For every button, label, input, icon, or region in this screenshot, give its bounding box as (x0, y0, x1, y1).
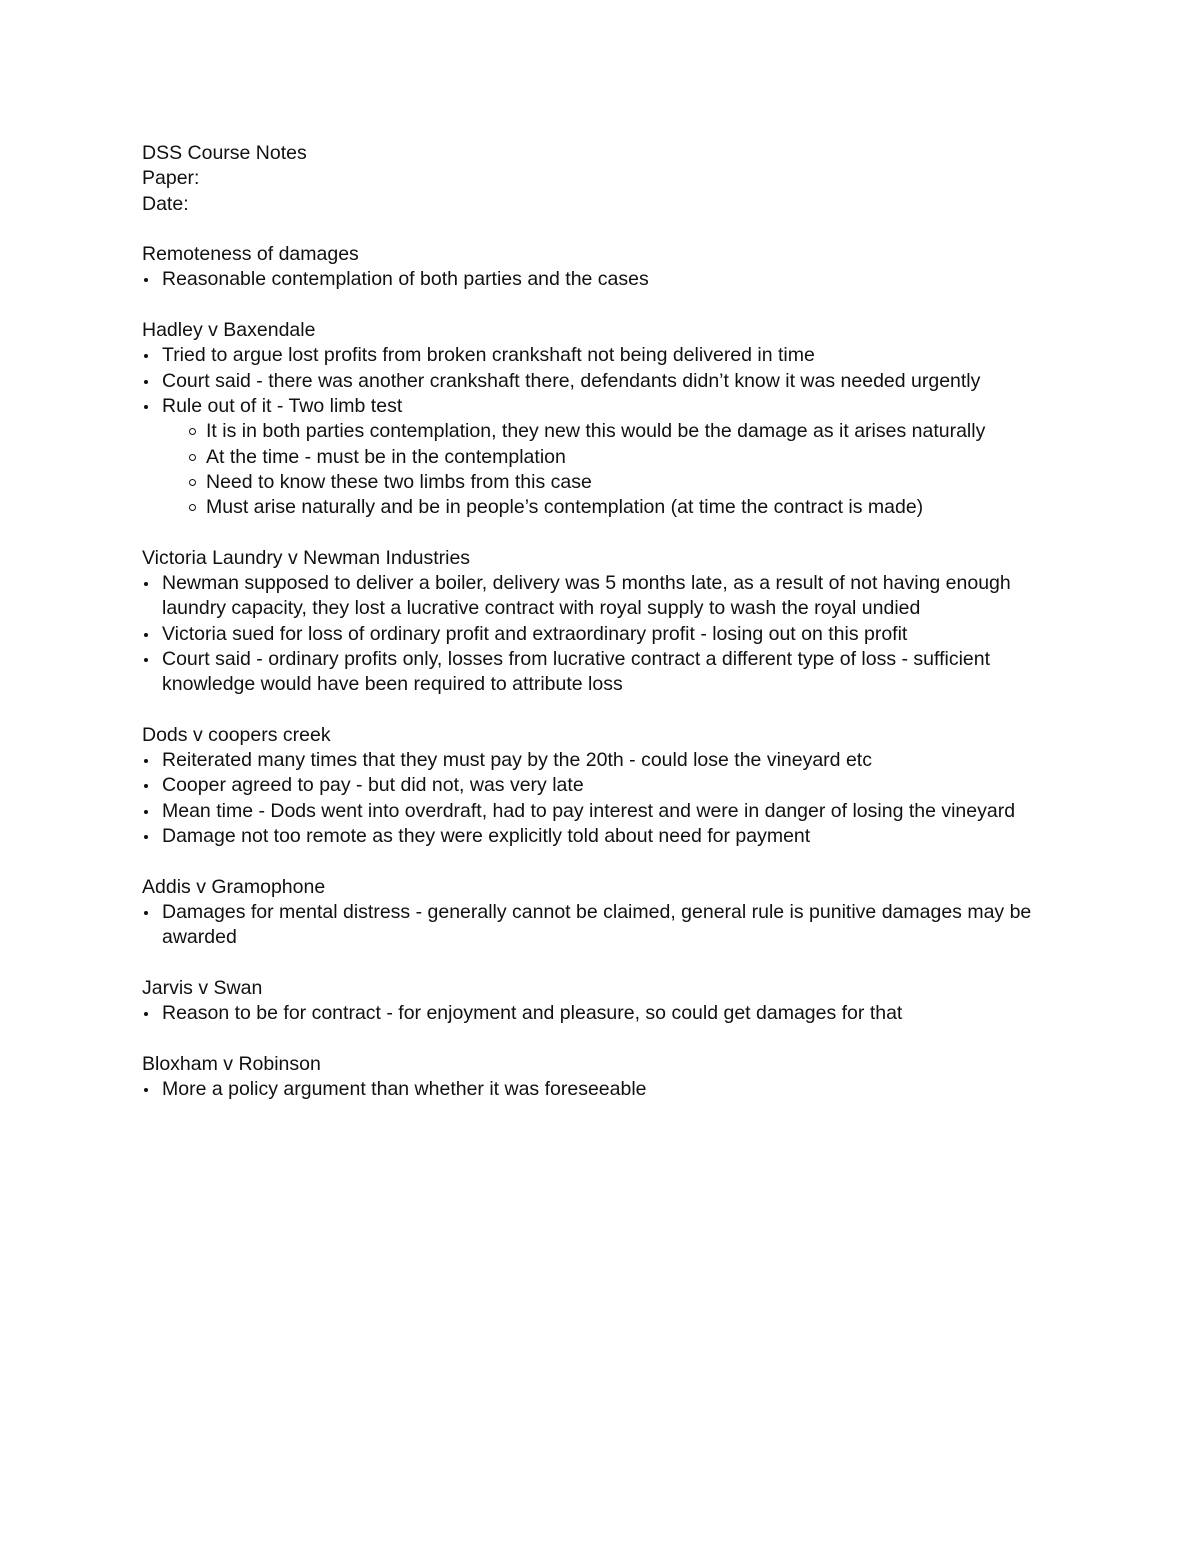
document-title: DSS Course Notes (142, 142, 307, 164)
spacer (142, 951, 1062, 976)
section-heading-jarvis: Jarvis v Swan (142, 976, 263, 999)
date-label: Date: (142, 192, 189, 215)
spacer (142, 698, 1062, 723)
bullet-item: Newman supposed to deliver a boiler, delivery was 5 months late, as a result of not having enough laundry capacity, they lost a lucrative contract with royal supply to wash the royal undied (142, 571, 1062, 622)
section-heading-hadley: Hadley v Baxendale (142, 319, 316, 342)
bullet-item: Reiterated many times that they must pay by the 20th - could lose the vineyard etc (142, 748, 1062, 773)
bullet-item: Cooper agreed to pay - but did not, was very late (142, 773, 1062, 798)
section-heading-victoria: Victoria Laundry v Newman Industries (142, 546, 471, 569)
spacer (142, 849, 1062, 874)
document-page (142, 141, 1062, 1102)
section-heading-remoteness: Remoteness of damages (142, 243, 359, 266)
spacer (142, 520, 1062, 545)
bullet-item: Reasonable contemplation of both parties and the cases (142, 267, 1062, 292)
sub-bullet-item: Must arise naturally and be in people’s contemplation (at time the contract is made) (142, 495, 1062, 520)
bullet-item: Reason to be for contract - for enjoyment and pleasure, so could get damages for that (142, 1001, 1062, 1026)
bullet-item: Damage not too remote as they were explicitly told about need for payment (142, 824, 1062, 849)
sub-bullet-item: It is in both parties contemplation, they new this would be the damage as it arises naturally (142, 419, 1062, 444)
bullet-item: Rule out of it - Two limb test (142, 394, 1062, 419)
section-heading-addis: Addis v Gramophone (142, 875, 326, 898)
sub-bullet-item: Need to know these two limbs from this case (142, 470, 1062, 495)
bullet-item: Court said - there was another crankshaft there, defendants didn’t know it was needed urgently (142, 369, 1062, 394)
paper-label: Paper: (142, 167, 200, 190)
bullet-item: Mean time - Dods went into overdraft, had to pay interest and were in danger of losing the vineyard (142, 799, 1062, 824)
bullet-item: Court said - ordinary profits only, losses from lucrative contract a different type of loss - sufficient knowledge would have been required to attribute loss (142, 647, 1062, 698)
bullet-item: Tried to argue lost profits from broken crankshaft not being delivered in time (142, 343, 1062, 368)
spacer (142, 293, 1062, 318)
section-heading-bloxham: Bloxham v Robinson (142, 1052, 321, 1075)
bullet-item: More a policy argument than whether it was foreseeable (142, 1077, 1062, 1102)
spacer (142, 1026, 1062, 1051)
spacer (142, 217, 1062, 242)
section-heading-dods: Dods v coopers creek (142, 723, 331, 746)
bullet-item: Damages for mental distress - generally cannot be claimed, general rule is punitive damages may be awarded (142, 900, 1062, 951)
bullet-item: Victoria sued for loss of ordinary profit and extraordinary profit - losing out on this profit (142, 622, 1062, 647)
sub-bullet-item: At the time - must be in the contemplation (142, 445, 1062, 470)
